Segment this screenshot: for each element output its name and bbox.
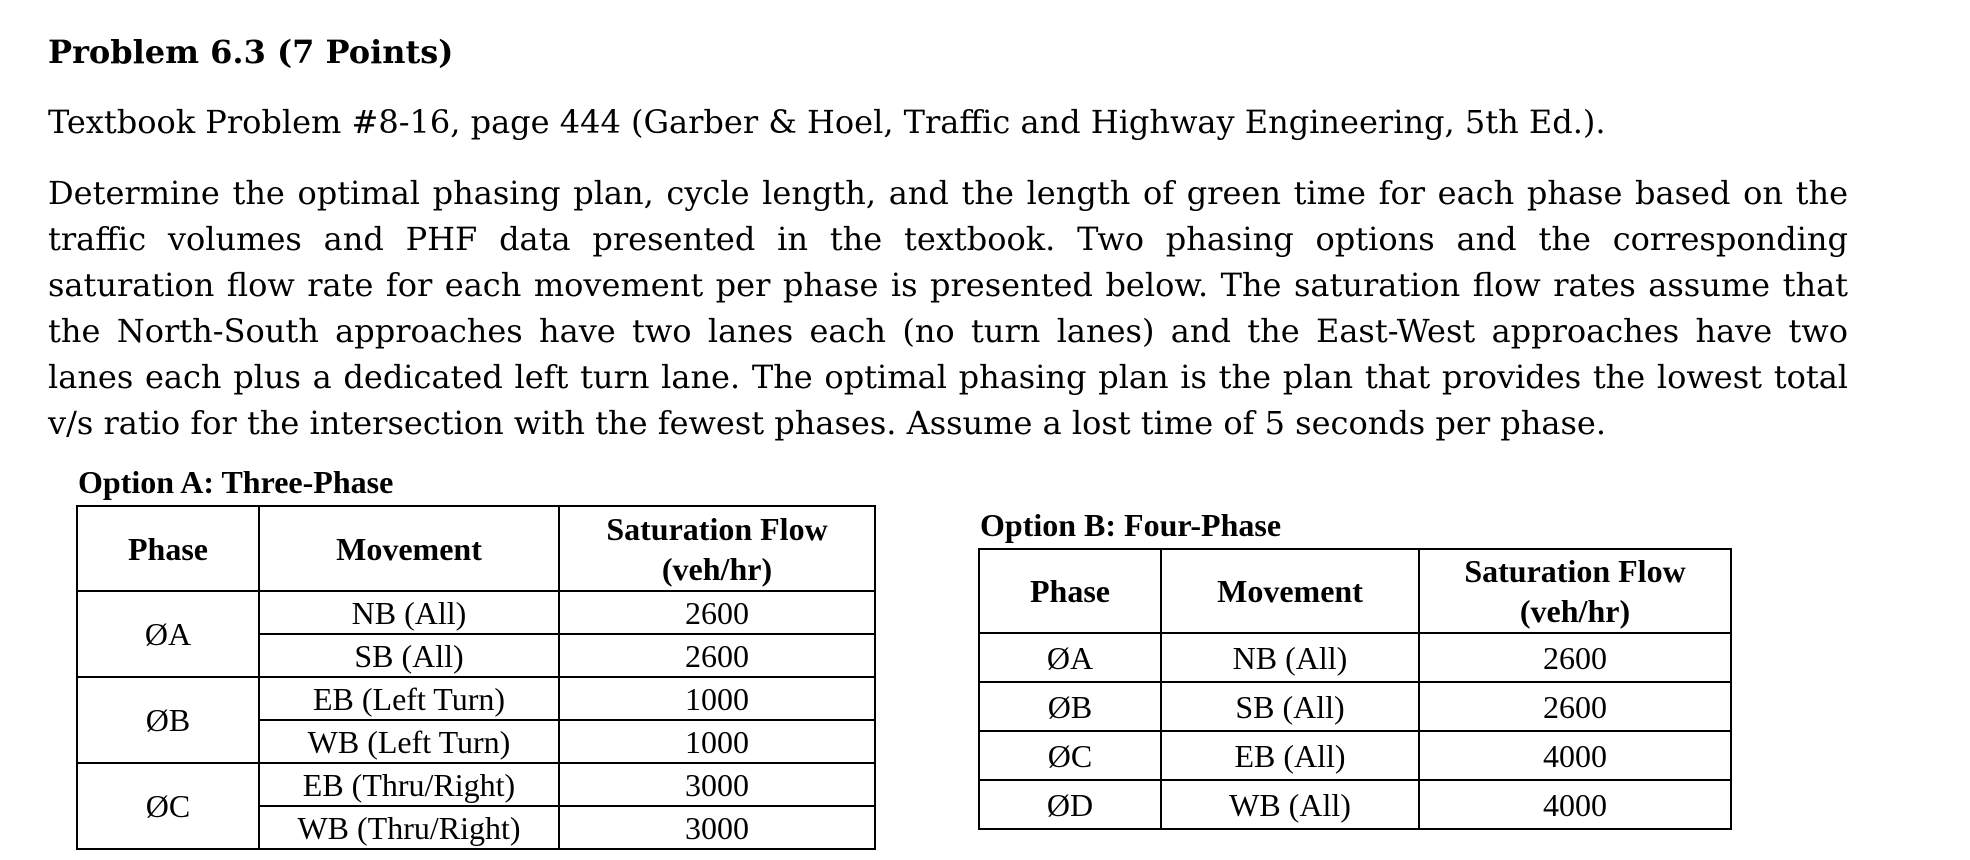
phase-cell: ØB <box>979 682 1161 731</box>
table-row <box>77 763 875 806</box>
movement-cell: WB (Thru/Right) <box>259 806 559 849</box>
table-row <box>979 633 1731 682</box>
flow-cell: 2600 <box>559 591 875 634</box>
movement-header: Movement <box>1161 549 1419 633</box>
saturation-flow-header-line1: Saturation Flow <box>606 510 828 547</box>
movement-cell: SB (All) <box>259 634 559 677</box>
flow-cell: 1000 <box>559 720 875 763</box>
problem-description: Determine the optimal phasing plan, cycle length, and the length of green time for each phase based on the traffic volumes and PHF data presented in the textbook. Two phasing options and the corresponding saturation flow rate for each movement per phase is presented below. The saturation flow rates assume that the North-South approaches have two lanes each (no turn lanes) and the East-West approaches have two lanes each plus a dedicated left turn lane. The optimal phasing plan is the plan that provides the lowest total v/s ratio for the intersection with the fewest phases. Assume a lost time of 5 seconds per phase. <box>48 174 1848 442</box>
table-row <box>979 731 1731 780</box>
flow-cell: 1000 <box>559 677 875 720</box>
phase-cell: ØD <box>979 780 1161 829</box>
movement-cell: NB (All) <box>1161 633 1419 682</box>
option-b-caption: Option B: Four-Phase <box>980 507 1282 543</box>
phase-cell: ØB <box>77 677 259 763</box>
phase-cell: ØC <box>77 763 259 849</box>
flow-cell: 2600 <box>1419 682 1731 731</box>
saturation-flow-header <box>1419 549 1731 633</box>
phase-cell: ØA <box>77 591 259 677</box>
phase-header: Phase <box>979 549 1161 633</box>
saturation-flow-header <box>559 506 875 591</box>
textbook-reference: Textbook Problem #8-16, page 444 (Garber & Hoel, Traffic and Highway Engineering, 5th Ed.). <box>48 103 1606 141</box>
saturation-flow-header-line2: (veh/hr) <box>1519 593 1631 629</box>
movement-cell: EB (Thru/Right) <box>259 763 559 806</box>
saturation-flow-header-line1: Saturation Flow <box>1464 553 1686 589</box>
phase-header: Phase <box>77 506 259 591</box>
flow-cell: 4000 <box>1419 780 1731 829</box>
movement-cell: EB (Left Turn) <box>259 677 559 720</box>
table-row <box>77 591 875 634</box>
phase-cell: ØA <box>979 633 1161 682</box>
option-a-table <box>76 505 876 850</box>
flow-cell: 2600 <box>559 634 875 677</box>
option-b-table <box>978 548 1732 830</box>
movement-cell: NB (All) <box>259 591 559 634</box>
movement-cell: WB (Left Turn) <box>259 720 559 763</box>
option-a-caption: Option A: Three-Phase <box>78 464 394 500</box>
flow-cell: 3000 <box>559 763 875 806</box>
table-row <box>979 682 1731 731</box>
flow-cell: 4000 <box>1419 731 1731 780</box>
table-header-row <box>77 506 875 591</box>
movement-header: Movement <box>259 506 559 591</box>
table-header-row <box>979 549 1731 633</box>
movement-cell: SB (All) <box>1161 682 1419 731</box>
movement-cell: EB (All) <box>1161 731 1419 780</box>
flow-cell: 2600 <box>1419 633 1731 682</box>
flow-cell: 3000 <box>559 806 875 849</box>
phase-cell: ØC <box>979 731 1161 780</box>
table-row <box>979 780 1731 829</box>
problem-title: Problem 6.3 (7 Points) <box>48 33 454 71</box>
movement-cell: WB (All) <box>1161 780 1419 829</box>
table-row <box>77 677 875 720</box>
saturation-flow-header-line2: (veh/hr) <box>661 550 773 587</box>
